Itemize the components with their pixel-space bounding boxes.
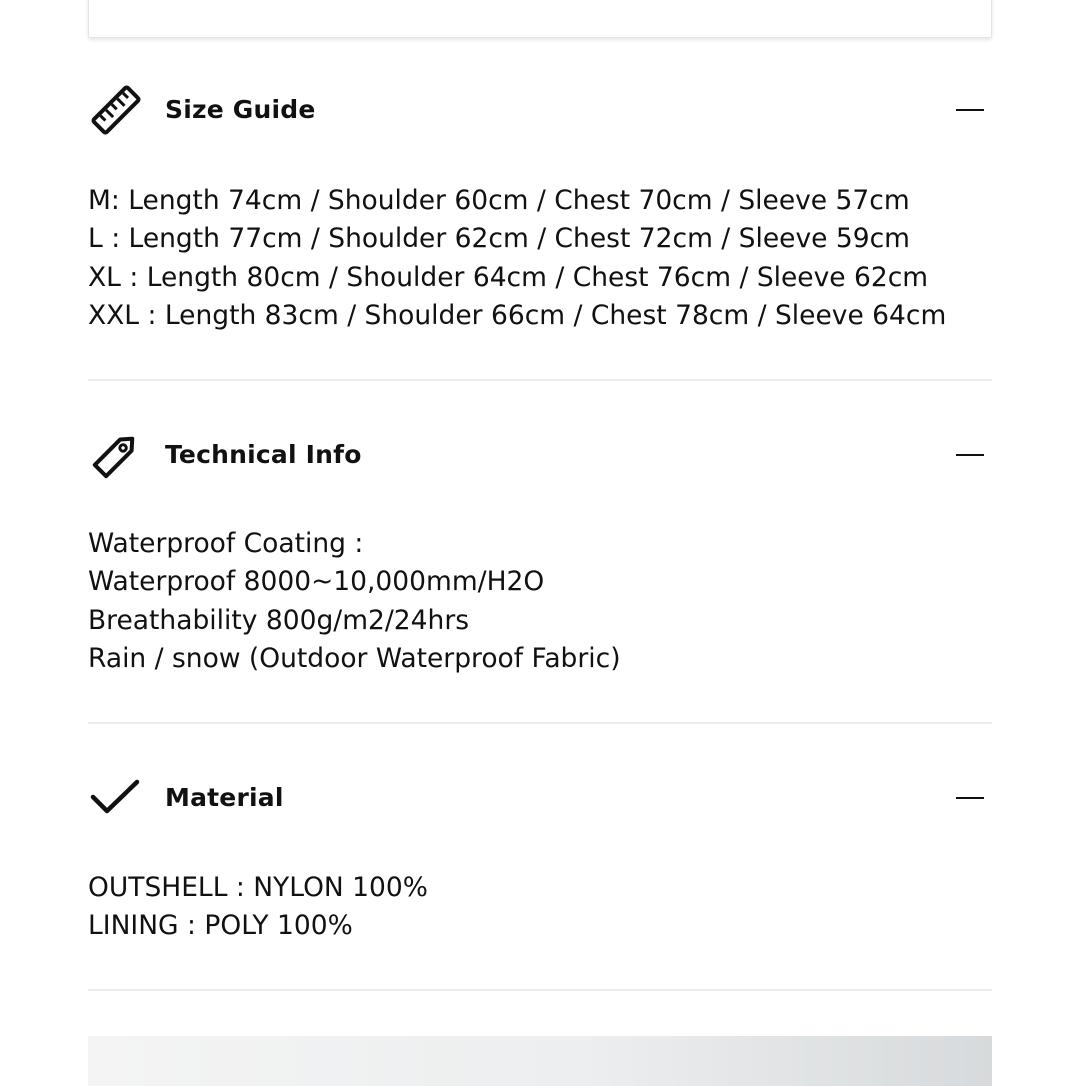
size-guide-content: [88, 182, 992, 336]
info-line: Rain / snow (Outdoor Waterproof Fabric): [88, 643, 621, 675]
material-content: [88, 869, 992, 946]
section-divider: [88, 722, 992, 724]
info-line: Breathability 800g/m2/24hrs: [88, 604, 470, 636]
size-row: XL : Length 80cm / Shoulder 64cm / Chest 76cm / Sleeve 62cm: [88, 261, 929, 293]
size-guide-title: Size Guide: [165, 95, 316, 124]
minus-icon[interactable]: [956, 789, 986, 807]
size-guide-header[interactable]: [88, 82, 992, 138]
info-line: Waterproof 8000~10,000mm/H2O: [88, 566, 545, 598]
minus-icon[interactable]: [956, 446, 986, 464]
material-header[interactable]: [88, 770, 992, 826]
ruler-icon: [88, 82, 144, 138]
minus-icon[interactable]: [956, 101, 986, 119]
tag-icon: [88, 427, 144, 483]
material-line: LINING : POLY 100%: [88, 910, 353, 942]
technical-info-title: Technical Info: [165, 440, 362, 469]
technical-info-content: [88, 525, 992, 679]
section-divider: [88, 379, 992, 381]
size-row: XXL : Length 83cm / Shoulder 66cm / Chest 78cm / Sleeve 64cm: [88, 300, 947, 332]
section-divider: [88, 989, 992, 991]
checkmark-icon: [88, 770, 144, 826]
technical-info-header[interactable]: [88, 427, 992, 483]
product-image: [88, 1036, 992, 1086]
info-line: Waterproof Coating :: [88, 528, 364, 559]
material-line: OUTSHELL : NYLON 100%: [88, 872, 428, 903]
size-row: M: Length 74cm / Shoulder 60cm / Chest 70cm / Sleeve 57cm: [88, 185, 910, 216]
size-row: L : Length 77cm / Shoulder 62cm / Chest 72cm / Sleeve 59cm: [88, 223, 910, 255]
product-card-bottom: [88, 0, 992, 38]
material-title: Material: [165, 783, 284, 812]
